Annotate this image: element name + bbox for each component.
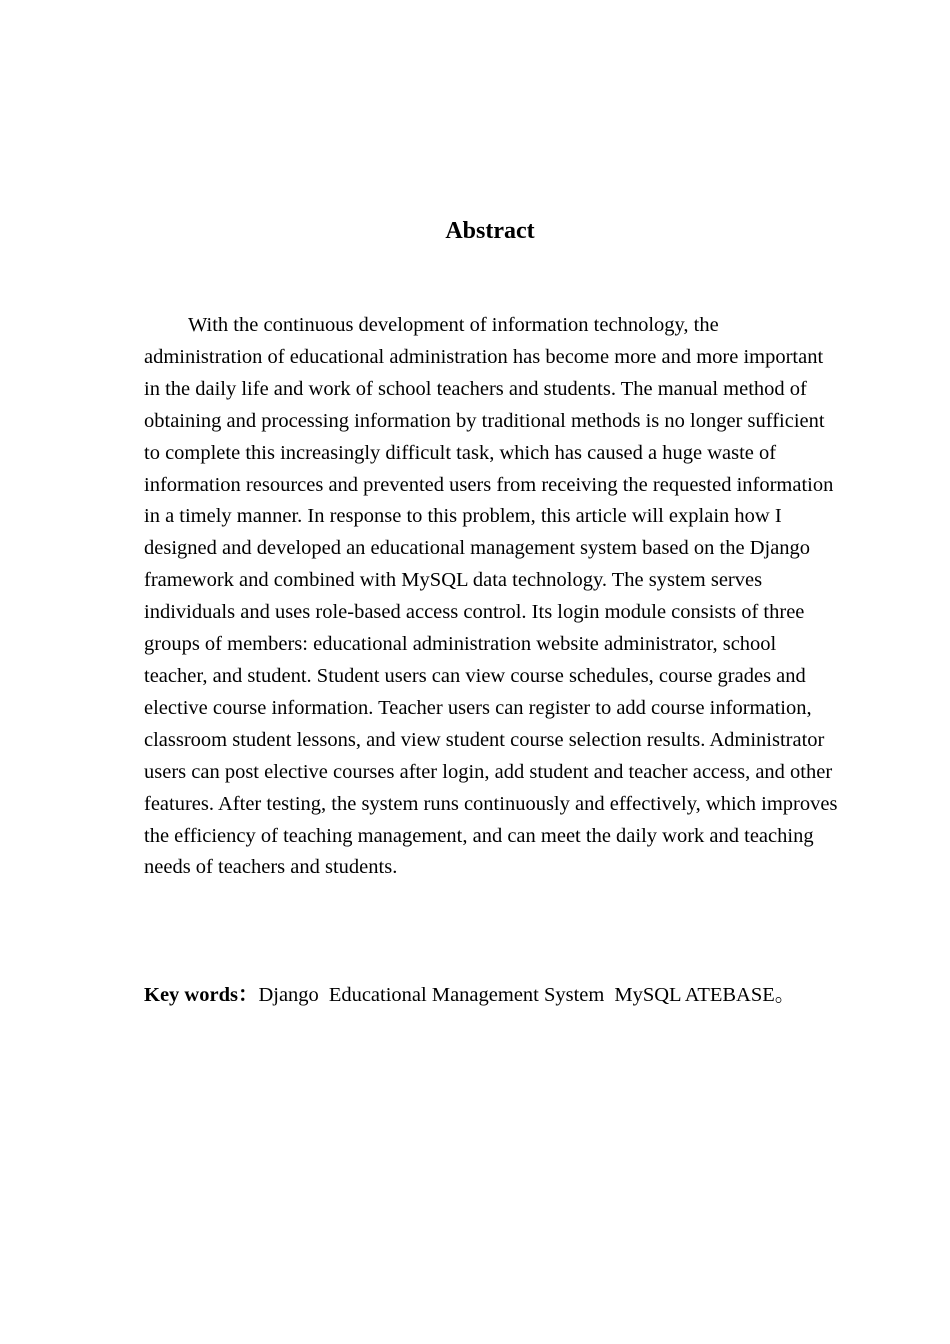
abstract-title: Abstract [445,218,535,244]
keywords-label: Key words： [144,984,259,1006]
abstract-paragraph: With the continuous development of information technology, the administration of educational administration has become more and more important in the daily life and work of school teachers and students. The manual method of obtaining and processing information by traditional methods is no longer sufficient to complete this increasingly difficult task, which has caused a huge waste of information resources and prevented users from receiving the requested information in a timely manner. In response to this problem, this article will explain how I designed and developed an educational management system based on the Django framework and combined with MySQL data technology. The system serves individuals and uses role-based access control. Its login module consists of three groups of members: educational administration website administrator, school teacher, and student. Student users can view course schedules, course grades and elective course information. Teacher users can register to add course information, classroom student lessons, and view student course selection results. Administrator users can post elective courses after login, add student and teacher access, and other features. After testing, the system runs continuously and effectively, which improves the efficiency of teaching management, and can meet the daily work and teaching needs of teachers and students. [144,314,838,879]
keyword-term: Educational Management System [328,984,605,1006]
keyword-term: MySQL ATEBASE。 [614,984,796,1006]
keywords-line [144,980,864,1012]
keyword-term: Django [258,984,319,1006]
